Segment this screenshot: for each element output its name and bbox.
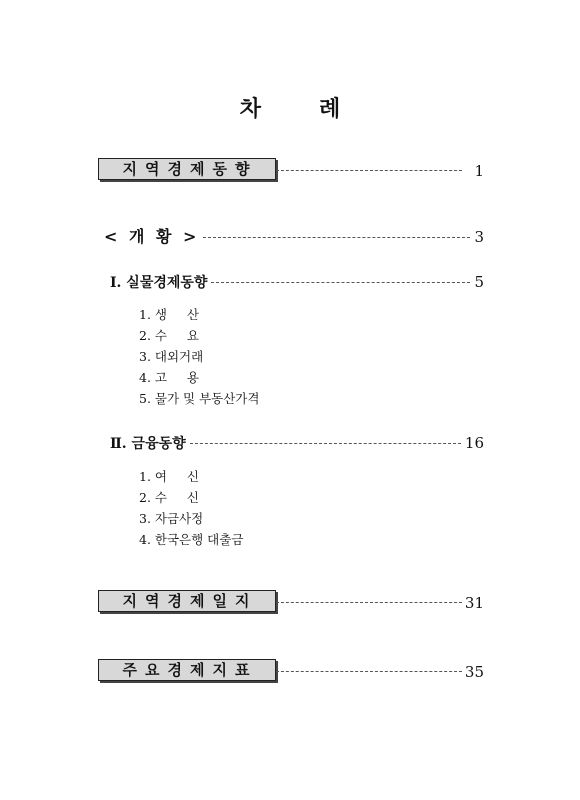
toc-entry-regional-economy-log[interactable]: [98, 590, 484, 614]
page-title-right: 례: [319, 96, 341, 122]
section-label: Ⅱ. 금융동향: [110, 436, 186, 452]
list-item[interactable]: 1. 여 신: [139, 469, 199, 484]
list-item[interactable]: 5. 물가 및 부동산가격: [139, 391, 260, 406]
toc-entry-key-indicators[interactable]: [98, 659, 484, 683]
page-number: 31: [464, 594, 484, 612]
page-number: 16: [464, 434, 484, 452]
page-number: 35: [464, 663, 484, 681]
section-1-item-list: [139, 304, 259, 409]
dotted-leader: [276, 602, 462, 603]
toc-entry-section-1[interactable]: [110, 272, 484, 292]
page-title-left: 차: [239, 96, 261, 122]
page-number: 3: [474, 228, 484, 246]
list-item[interactable]: 3. 대외거래: [139, 349, 204, 364]
page-number: 1: [474, 162, 484, 180]
list-item[interactable]: 4. 한국은행 대출금: [139, 532, 244, 547]
section-2-item-list: [139, 466, 243, 550]
boxed-section-label: 주요경제지표: [98, 659, 276, 681]
dotted-leader: [211, 282, 470, 283]
dotted-leader: [276, 671, 462, 672]
list-item[interactable]: 1. 생 산: [139, 307, 199, 322]
boxed-section-label: 지역경제동향: [98, 158, 276, 180]
list-item[interactable]: 2. 수 요: [139, 328, 199, 343]
list-item[interactable]: 4. 고 용: [139, 370, 199, 385]
boxed-section-label: 지역경제일지: [98, 590, 276, 612]
toc-entry-regional-economy[interactable]: [98, 158, 484, 182]
page-number: 5: [474, 273, 484, 291]
list-item[interactable]: 2. 수 신: [139, 490, 199, 505]
section-label: Ⅰ. 실물경제동향: [110, 275, 208, 291]
list-item[interactable]: 3. 자금사정: [139, 511, 204, 526]
overview-label: < 개 황 >: [104, 227, 200, 246]
toc-entry-overview[interactable]: [104, 224, 484, 247]
dotted-leader: [190, 443, 461, 444]
toc-entry-section-2[interactable]: [110, 433, 484, 453]
dotted-leader: [276, 170, 462, 171]
dotted-leader: [203, 237, 470, 238]
page-title: [0, 92, 580, 123]
